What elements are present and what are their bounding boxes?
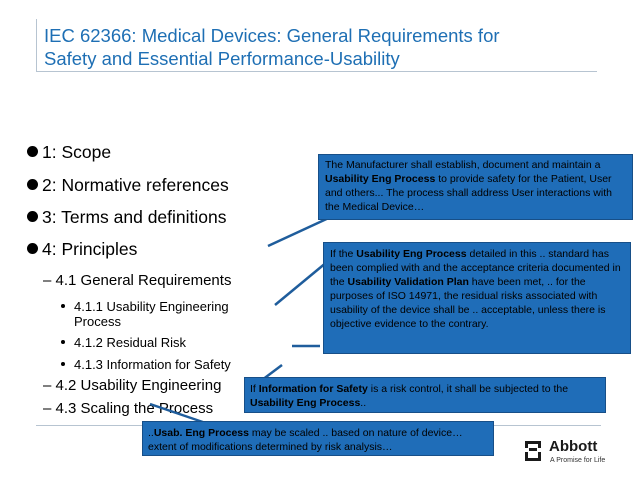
callout-residual-bold-2: Usability Validation Plan — [347, 276, 469, 288]
callout-residual-risk — [323, 242, 631, 354]
callout-residual-text-3: have been met, .. for the purposes of ISO 14971, the residual risks associated with usability of the device shall be .. acceptable, unless there is objective evidence to the contrary. — [330, 276, 606, 330]
callout-info-text-2: is a risk control, it shall be subjected to the — [367, 383, 569, 395]
abbott-logo — [523, 438, 618, 470]
subbullet-41: – 4.1 General Requirements — [43, 272, 232, 289]
callout-residual-text-2: detailed in this .. standard has been complied with and the acceptance criteria documented in the — [330, 248, 621, 288]
subsub-411-text-a: 4.1.1 Usability Engineering — [74, 299, 229, 314]
callout-manufacturer-text-2: to provide safety for the Patient, User and others... The process shall address User interactions with the Medical Device… — [325, 173, 612, 213]
bullet-scope-text: 1: Scope — [42, 142, 112, 162]
subsub-412-text: 4.1.2 Residual Risk — [74, 335, 186, 350]
title-line-2: Safety and Essential Performance-Usability — [44, 48, 400, 69]
subsub-413-text: 4.1.3 Information for Safety — [74, 357, 231, 372]
logo-tagline: A Promise for Life — [550, 457, 606, 464]
title-line-1: IEC 62366: Medical Devices: General Requirements for — [44, 25, 500, 46]
callout-scaling-text-1: .. — [148, 427, 154, 439]
callout-scaling-text-2: may be scaled .. based on nature of device…extent of modifications determined by risk analysis… — [148, 427, 463, 453]
callout-manufacturer-bold: Usability Eng Process — [325, 173, 436, 185]
callout-info-bold-1: Information for Safety — [258, 383, 368, 395]
subbullet-43: – 4.3 Scaling the Process — [43, 400, 214, 417]
arrow-to-411 — [275, 262, 327, 305]
bullet-terms-text: 3: Terms and definitions — [42, 207, 227, 227]
callout-residual-text-1: If the — [330, 248, 357, 260]
subbullet-42: – 4.2 Usability Engineering — [43, 377, 222, 394]
bullet-normative-text: 2: Normative references — [42, 175, 229, 195]
callout-residual-bold-1: Usability Eng Process — [356, 248, 467, 260]
callout-scaling — [142, 421, 494, 456]
callout-info-safety — [244, 377, 606, 413]
callout-manufacturer-text-1: The Manufacturer shall establish, document and maintain a — [325, 159, 601, 171]
callout-info-bold-2: Usability Eng Process — [250, 397, 361, 409]
callout-info-text-3: .. — [360, 397, 367, 409]
abbott-logo-icon — [523, 439, 543, 463]
logo-name: Abbott — [549, 438, 598, 455]
callout-scaling-bold: Usab. Eng Process — [153, 427, 249, 439]
subsub-411-continued: Process — [74, 314, 121, 329]
bullet-principles-text: 4: Principles — [42, 239, 138, 259]
callout-info-text-1: If — [250, 383, 259, 395]
callout-manufacturer — [318, 154, 633, 220]
